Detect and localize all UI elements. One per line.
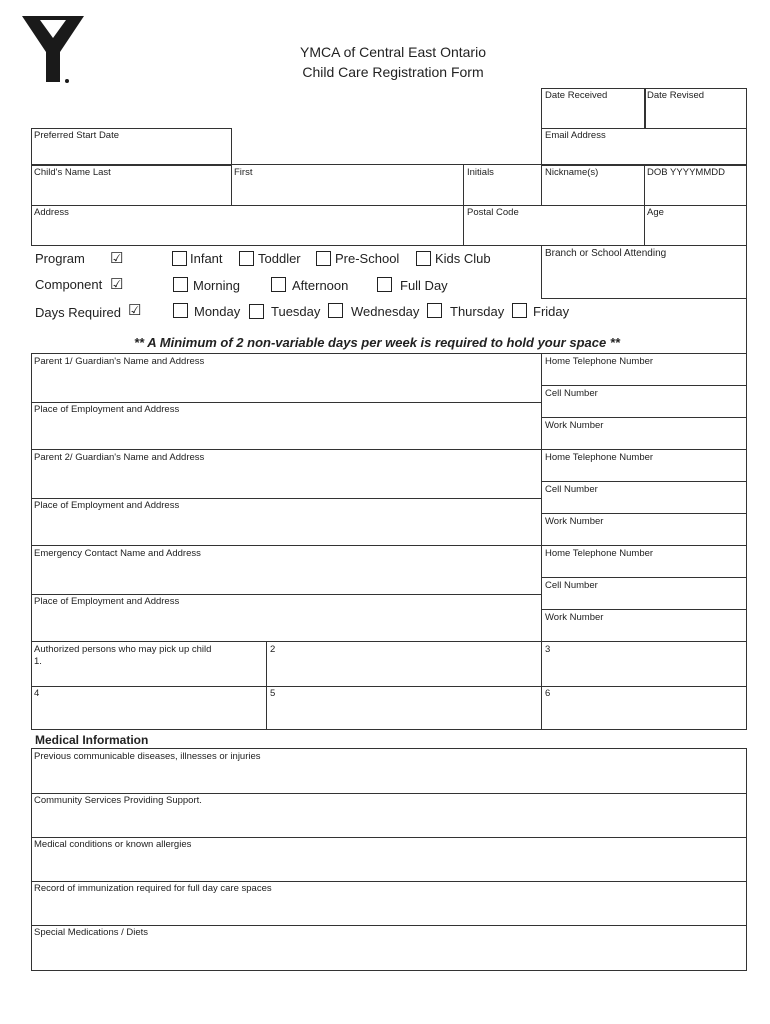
authorized-persons-label: Authorized persons who may pick up child xyxy=(34,644,212,655)
special-medications-label: Special Medications / Diets xyxy=(34,927,149,938)
emergency-home-phone-label: Home Telephone Number xyxy=(545,548,654,559)
date-received-label: Date Received xyxy=(545,90,608,101)
authorized-person-6-field[interactable] xyxy=(541,686,747,730)
date-revised-label: Date Revised xyxy=(647,90,705,101)
authorized-person-4-number: 4 xyxy=(34,688,40,699)
authorized-person-5-field[interactable] xyxy=(266,686,542,730)
program-check-icon: ☑ xyxy=(110,250,124,267)
postal-code-label: Postal Code xyxy=(467,207,519,218)
parent1-work-label: Work Number xyxy=(545,420,604,431)
parent2-employment-label: Place of Employment and Address xyxy=(34,500,180,511)
authorized-person-5-number: 5 xyxy=(270,688,276,699)
communicable-diseases-label: Previous communicable diseases, illnesses or injuries xyxy=(34,751,261,762)
preferred-start-label: Preferred Start Date xyxy=(34,130,120,141)
thursday-option-label: Thursday xyxy=(450,304,505,319)
parent2-home-phone-label: Home Telephone Number xyxy=(545,452,654,463)
first-name-field[interactable] xyxy=(231,164,464,206)
afternoon-checkbox[interactable] xyxy=(271,277,286,292)
dob-label: DOB YYYYMMDD xyxy=(647,167,725,178)
authorized-person-3-field[interactable] xyxy=(541,641,747,687)
medical-conditions-label: Medical conditions or known allergies xyxy=(34,839,192,850)
community-services-label: Community Services Providing Support. xyxy=(34,795,202,806)
infant-checkbox[interactable] xyxy=(172,251,187,266)
tuesday-checkbox[interactable] xyxy=(249,304,264,319)
days-required-label: Days Required xyxy=(35,305,121,320)
address-field[interactable] xyxy=(31,205,464,246)
parent1-name-label: Parent 1/ Guardian's Name and Address xyxy=(34,356,205,367)
morning-checkbox[interactable] xyxy=(173,277,188,292)
first-name-label: First xyxy=(234,167,253,178)
morning-option-label: Morning xyxy=(193,278,240,293)
authorized-person-2-field[interactable] xyxy=(266,641,542,687)
email-label: Email Address xyxy=(545,130,606,141)
parent1-employment-label: Place of Employment and Address xyxy=(34,404,180,415)
address-label: Address xyxy=(34,207,69,218)
medical-information-heading: Medical Information xyxy=(35,733,149,747)
preschool-checkbox[interactable] xyxy=(316,251,331,266)
wednesday-checkbox[interactable] xyxy=(328,303,343,318)
form-title-line2: Child Care Registration Form xyxy=(302,64,484,80)
afternoon-option-label: Afternoon xyxy=(292,278,349,293)
emergency-employment-label: Place of Employment and Address xyxy=(34,596,180,607)
kids-club-option-label: Kids Club xyxy=(435,251,491,266)
ymca-logo-mark xyxy=(22,16,84,84)
tuesday-option-label: Tuesday xyxy=(271,304,321,319)
infant-option-label: Infant xyxy=(190,251,223,266)
emergency-name-label: Emergency Contact Name and Address xyxy=(34,548,201,559)
kids-club-checkbox[interactable] xyxy=(416,251,431,266)
friday-option-label: Friday xyxy=(533,304,570,319)
parent1-home-phone-label: Home Telephone Number xyxy=(545,356,654,367)
immunization-record-label: Record of immunization required for full day care spaces xyxy=(34,883,272,894)
wednesday-option-label: Wednesday xyxy=(351,304,420,319)
authorized-person-4-field[interactable] xyxy=(31,686,267,730)
nickname-label: Nickname(s) xyxy=(545,167,599,178)
parent2-cell-label: Cell Number xyxy=(545,484,598,495)
friday-checkbox[interactable] xyxy=(512,303,527,318)
full-day-checkbox[interactable] xyxy=(377,277,392,292)
component-label: Component xyxy=(35,277,103,292)
authorized-person-2-number: 2 xyxy=(270,644,276,655)
initials-label: Initials xyxy=(467,167,494,178)
authorized-person-1-number: 1. xyxy=(34,656,42,667)
parent2-name-label: Parent 2/ Guardian's Name and Address xyxy=(34,452,205,463)
monday-option-label: Monday xyxy=(194,304,241,319)
age-label: Age xyxy=(647,207,664,218)
toddler-checkbox[interactable] xyxy=(239,251,254,266)
parent2-work-label: Work Number xyxy=(545,516,604,527)
days-check-icon: ☑ xyxy=(128,302,142,319)
toddler-option-label: Toddler xyxy=(258,251,301,266)
authorized-person-6-number: 6 xyxy=(545,688,551,699)
child-last-name-label: Child's Name Last xyxy=(34,167,111,178)
ymca-logo xyxy=(22,16,84,84)
thursday-checkbox[interactable] xyxy=(427,303,442,318)
form-title-line1: YMCA of Central East Ontario xyxy=(300,44,486,60)
preschool-option-label: Pre-School xyxy=(335,251,400,266)
emergency-cell-label: Cell Number xyxy=(545,580,598,591)
monday-checkbox[interactable] xyxy=(173,303,188,318)
authorized-person-3-number: 3 xyxy=(545,644,551,655)
options-right-border xyxy=(746,298,747,354)
component-check-icon: ☑ xyxy=(110,276,124,293)
parent1-cell-label: Cell Number xyxy=(545,388,598,399)
branch-label: Branch or School Attending xyxy=(545,248,667,259)
full-day-option-label: Full Day xyxy=(400,278,448,293)
program-label: Program xyxy=(35,251,85,266)
minimum-days-notice: ** A Minimum of 2 non-variable days per week is required to hold your space ** xyxy=(134,335,620,350)
emergency-work-label: Work Number xyxy=(545,612,604,623)
